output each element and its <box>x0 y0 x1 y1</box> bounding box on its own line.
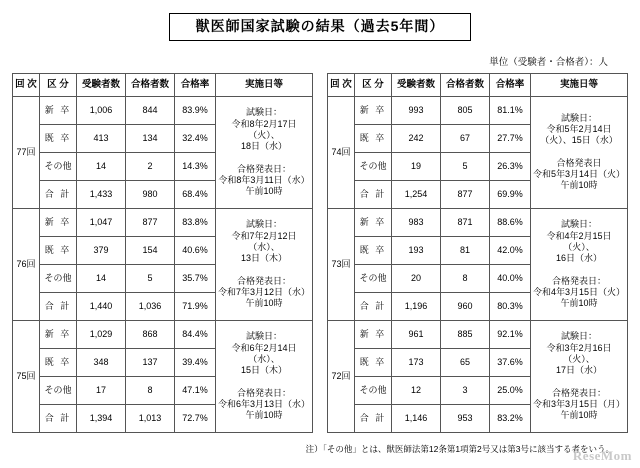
cell-kubun: 新 卒 <box>40 320 77 348</box>
cell-goukaku: 134 <box>126 124 175 152</box>
jisshibi-line: 15日（木） <box>240 365 287 376</box>
jisshibi-line: 試験日： <box>245 219 282 230</box>
cell-goukaku: 137 <box>126 348 175 376</box>
cell-kai: 73回 <box>328 208 355 320</box>
cell-jisshibi <box>531 320 628 432</box>
jisshibi-line: 令和5年2月14日 <box>546 124 612 135</box>
col-header-kai: 回 次 <box>328 73 355 96</box>
cell-ritsu: 35.7% <box>175 264 216 292</box>
cell-ritsu: 32.4% <box>175 124 216 152</box>
cell-goukaku: 868 <box>126 320 175 348</box>
cell-kubun: 合 計 <box>40 292 77 320</box>
cell-juken: 1,440 <box>77 292 126 320</box>
cell-ritsu: 39.4% <box>175 348 216 376</box>
jisshibi-line: 合格発表日： <box>551 275 606 286</box>
cell-jisshibi <box>216 208 313 320</box>
cell-kubun: その他 <box>40 152 77 180</box>
table-row <box>13 208 313 236</box>
cell-juken: 1,006 <box>77 96 126 124</box>
cell-goukaku: 65 <box>441 348 490 376</box>
jisshibi-line: 試験日： <box>560 331 597 342</box>
cell-juken: 983 <box>392 208 441 236</box>
col-header-ritsu: 合格率 <box>490 73 531 96</box>
cell-kubun: 新 卒 <box>355 96 392 124</box>
cell-juken: 1,196 <box>392 292 441 320</box>
jisshibi-line: 午前10時 <box>245 298 283 309</box>
jisshibi-line: 合格発表日 <box>556 157 602 168</box>
cell-ritsu: 40.6% <box>175 236 216 264</box>
table-row <box>328 320 628 348</box>
cell-goukaku: 8 <box>126 376 175 404</box>
results-table-left <box>12 73 313 433</box>
cell-ritsu: 83.2% <box>490 404 531 432</box>
cell-juken: 17 <box>77 376 126 404</box>
cell-ritsu: 68.4% <box>175 180 216 208</box>
col-header-kubun: 区 分 <box>355 73 392 96</box>
cell-ritsu: 80.3% <box>490 292 531 320</box>
table-row <box>13 96 313 124</box>
header-row <box>328 73 628 96</box>
cell-ritsu: 88.6% <box>490 208 531 236</box>
cell-juken: 1,047 <box>77 208 126 236</box>
jisshibi-line: 令和7年2月12日（水）、 <box>231 230 297 252</box>
cell-kubun: その他 <box>40 264 77 292</box>
cell-ritsu: 83.8% <box>175 208 216 236</box>
table-head-right <box>328 73 628 96</box>
cell-kai: 75回 <box>13 320 40 432</box>
jisshibi-line: 午前10時 <box>560 410 598 421</box>
cell-goukaku: 2 <box>126 152 175 180</box>
cell-ritsu: 47.1% <box>175 376 216 404</box>
cell-juken: 1,433 <box>77 180 126 208</box>
cell-ritsu: 25.0% <box>490 376 531 404</box>
cell-juken: 20 <box>392 264 441 292</box>
cell-goukaku: 877 <box>126 208 175 236</box>
jisshibi-line: 合格発表日： <box>236 275 291 286</box>
cell-ritsu: 37.6% <box>490 348 531 376</box>
cell-goukaku: 1,036 <box>126 292 175 320</box>
cell-juken: 173 <box>392 348 441 376</box>
table-head-left <box>13 73 313 96</box>
jisshibi-line: 令和6年2月14日（水）、 <box>231 342 297 364</box>
jisshibi-line: 16日（水） <box>555 253 602 264</box>
jisshibi-line: （火）、15日（水） <box>540 135 618 146</box>
header-row <box>13 73 313 96</box>
jisshibi-line: 令和3年3月15日（月） <box>532 398 626 409</box>
table-spacer <box>313 73 327 433</box>
cell-goukaku: 980 <box>126 180 175 208</box>
jisshibi-line: 18日（水） <box>240 141 287 152</box>
cell-kubun: 新 卒 <box>355 208 392 236</box>
table-body-right <box>328 96 628 432</box>
cell-ritsu: 69.9% <box>490 180 531 208</box>
cell-goukaku: 3 <box>441 376 490 404</box>
cell-juken: 242 <box>392 124 441 152</box>
jisshibi-line: 午前10時 <box>245 410 283 421</box>
cell-juken: 12 <box>392 376 441 404</box>
jisshibi-line <box>531 147 627 158</box>
cell-kubun: その他 <box>355 152 392 180</box>
cell-juken: 1,029 <box>77 320 126 348</box>
cell-jisshibi <box>531 96 628 208</box>
cell-kubun: 合 計 <box>355 292 392 320</box>
table-row <box>13 320 313 348</box>
cell-goukaku: 1,013 <box>126 404 175 432</box>
watermark: ReseMom <box>572 448 632 463</box>
cell-goukaku: 885 <box>441 320 490 348</box>
jisshibi-line: 合格発表日： <box>236 387 291 398</box>
cell-kubun: 新 卒 <box>40 208 77 236</box>
jisshibi-line: 令和7年3月12日（水） <box>217 286 311 297</box>
cell-ritsu: 83.9% <box>175 96 216 124</box>
cell-juken: 1,254 <box>392 180 441 208</box>
cell-goukaku: 5 <box>441 152 490 180</box>
cell-ritsu: 40.0% <box>490 264 531 292</box>
cell-kai: 76回 <box>13 208 40 320</box>
cell-kubun: 既 卒 <box>40 124 77 152</box>
col-header-juken: 受験者数 <box>77 73 126 96</box>
col-header-kubun: 区 分 <box>40 73 77 96</box>
cell-ritsu: 92.1% <box>490 320 531 348</box>
cell-kubun: 既 卒 <box>355 348 392 376</box>
cell-kubun: その他 <box>40 376 77 404</box>
jisshibi-line: 令和6年3月13日（水） <box>217 398 311 409</box>
cell-goukaku: 871 <box>441 208 490 236</box>
cell-jisshibi <box>531 208 628 320</box>
cell-kubun: 合 計 <box>355 404 392 432</box>
tables-container <box>0 73 640 433</box>
jisshibi-line: 令和4年3月15日（火） <box>532 286 626 297</box>
cell-kai: 74回 <box>328 96 355 208</box>
table-body-left <box>13 96 313 432</box>
cell-ritsu: 27.7% <box>490 124 531 152</box>
jisshibi-line <box>216 264 312 275</box>
jisshibi-line: 13日（木） <box>240 253 287 264</box>
table-row <box>328 96 628 124</box>
cell-jisshibi <box>216 96 313 208</box>
cell-goukaku: 877 <box>441 180 490 208</box>
cell-ritsu: 71.9% <box>175 292 216 320</box>
cell-goukaku: 5 <box>126 264 175 292</box>
cell-kubun: 合 計 <box>40 180 77 208</box>
jisshibi-line: 令和8年3月11日（水） <box>218 174 310 185</box>
cell-kubun: 既 卒 <box>355 124 392 152</box>
jisshibi-line: 試験日： <box>560 219 597 230</box>
cell-goukaku: 67 <box>441 124 490 152</box>
footnote: 注）「その他」とは、獣医師法第12条第1項第2号又は第3号に該当する者をいう。 <box>305 443 614 454</box>
cell-kubun: 既 卒 <box>40 236 77 264</box>
jisshibi-line: 令和5年3月14日（火） <box>532 169 626 180</box>
cell-kubun: 新 卒 <box>355 320 392 348</box>
jisshibi-line <box>531 264 627 275</box>
jisshibi-line: 午前10時 <box>560 180 598 191</box>
jisshibi-line: 合格発表日： <box>236 163 291 174</box>
col-header-goukaku: 合格者数 <box>126 73 175 96</box>
col-header-ritsu: 合格率 <box>175 73 216 96</box>
col-header-goukaku: 合格者数 <box>441 73 490 96</box>
cell-kubun: その他 <box>355 376 392 404</box>
cell-ritsu: 26.3% <box>490 152 531 180</box>
page-title: 獣医師国家試験の結果（過去5年間） <box>169 13 472 41</box>
jisshibi-line <box>216 152 312 163</box>
cell-kubun: 既 卒 <box>355 236 392 264</box>
cell-juken: 413 <box>77 124 126 152</box>
col-header-bi: 実施日等 <box>531 73 628 96</box>
cell-kubun: 合 計 <box>355 180 392 208</box>
cell-juken: 1,394 <box>77 404 126 432</box>
cell-kubun: 既 卒 <box>40 348 77 376</box>
cell-ritsu: 72.7% <box>175 404 216 432</box>
col-header-bi: 実施日等 <box>216 73 313 96</box>
col-header-juken: 受験者数 <box>392 73 441 96</box>
jisshibi-line: 17日（水） <box>555 365 602 376</box>
title-container <box>0 0 640 41</box>
jisshibi-line <box>531 376 627 387</box>
cell-ritsu: 84.4% <box>175 320 216 348</box>
cell-kubun: 新 卒 <box>40 96 77 124</box>
unit-note: 単位（受験者・合格者）：人 <box>489 56 608 68</box>
cell-goukaku: 960 <box>441 292 490 320</box>
cell-ritsu: 81.1% <box>490 96 531 124</box>
cell-kai: 77回 <box>13 96 40 208</box>
cell-goukaku: 805 <box>441 96 490 124</box>
cell-juken: 961 <box>392 320 441 348</box>
cell-ritsu: 14.3% <box>175 152 216 180</box>
col-header-kai: 回 次 <box>13 73 40 96</box>
cell-goukaku: 844 <box>126 96 175 124</box>
cell-goukaku: 154 <box>126 236 175 264</box>
cell-juken: 993 <box>392 96 441 124</box>
cell-kubun: その他 <box>355 264 392 292</box>
jisshibi-line: 令和4年2月15日（火）、 <box>546 230 612 252</box>
cell-juken: 193 <box>392 236 441 264</box>
cell-juken: 1,146 <box>392 404 441 432</box>
cell-juken: 379 <box>77 236 126 264</box>
cell-jisshibi <box>216 320 313 432</box>
jisshibi-line: 令和3年2月16日（火）、 <box>546 342 612 364</box>
jisshibi-line: 令和8年2月17日（火）、 <box>231 118 297 140</box>
cell-kubun: 合 計 <box>40 404 77 432</box>
jisshibi-line: 試験日： <box>560 112 597 123</box>
jisshibi-line: 午前10時 <box>245 186 283 197</box>
jisshibi-line: 試験日： <box>245 331 282 342</box>
jisshibi-line: 試験日： <box>245 107 282 118</box>
table-row <box>328 208 628 236</box>
jisshibi-line: 合格発表日： <box>551 387 606 398</box>
cell-juken: 14 <box>77 152 126 180</box>
cell-ritsu: 42.0% <box>490 236 531 264</box>
cell-goukaku: 81 <box>441 236 490 264</box>
cell-goukaku: 953 <box>441 404 490 432</box>
cell-juken: 19 <box>392 152 441 180</box>
cell-goukaku: 8 <box>441 264 490 292</box>
jisshibi-line: 午前10時 <box>560 298 598 309</box>
results-table-right <box>327 73 628 433</box>
cell-juken: 14 <box>77 264 126 292</box>
cell-kai: 72回 <box>328 320 355 432</box>
jisshibi-line <box>216 376 312 387</box>
cell-juken: 348 <box>77 348 126 376</box>
